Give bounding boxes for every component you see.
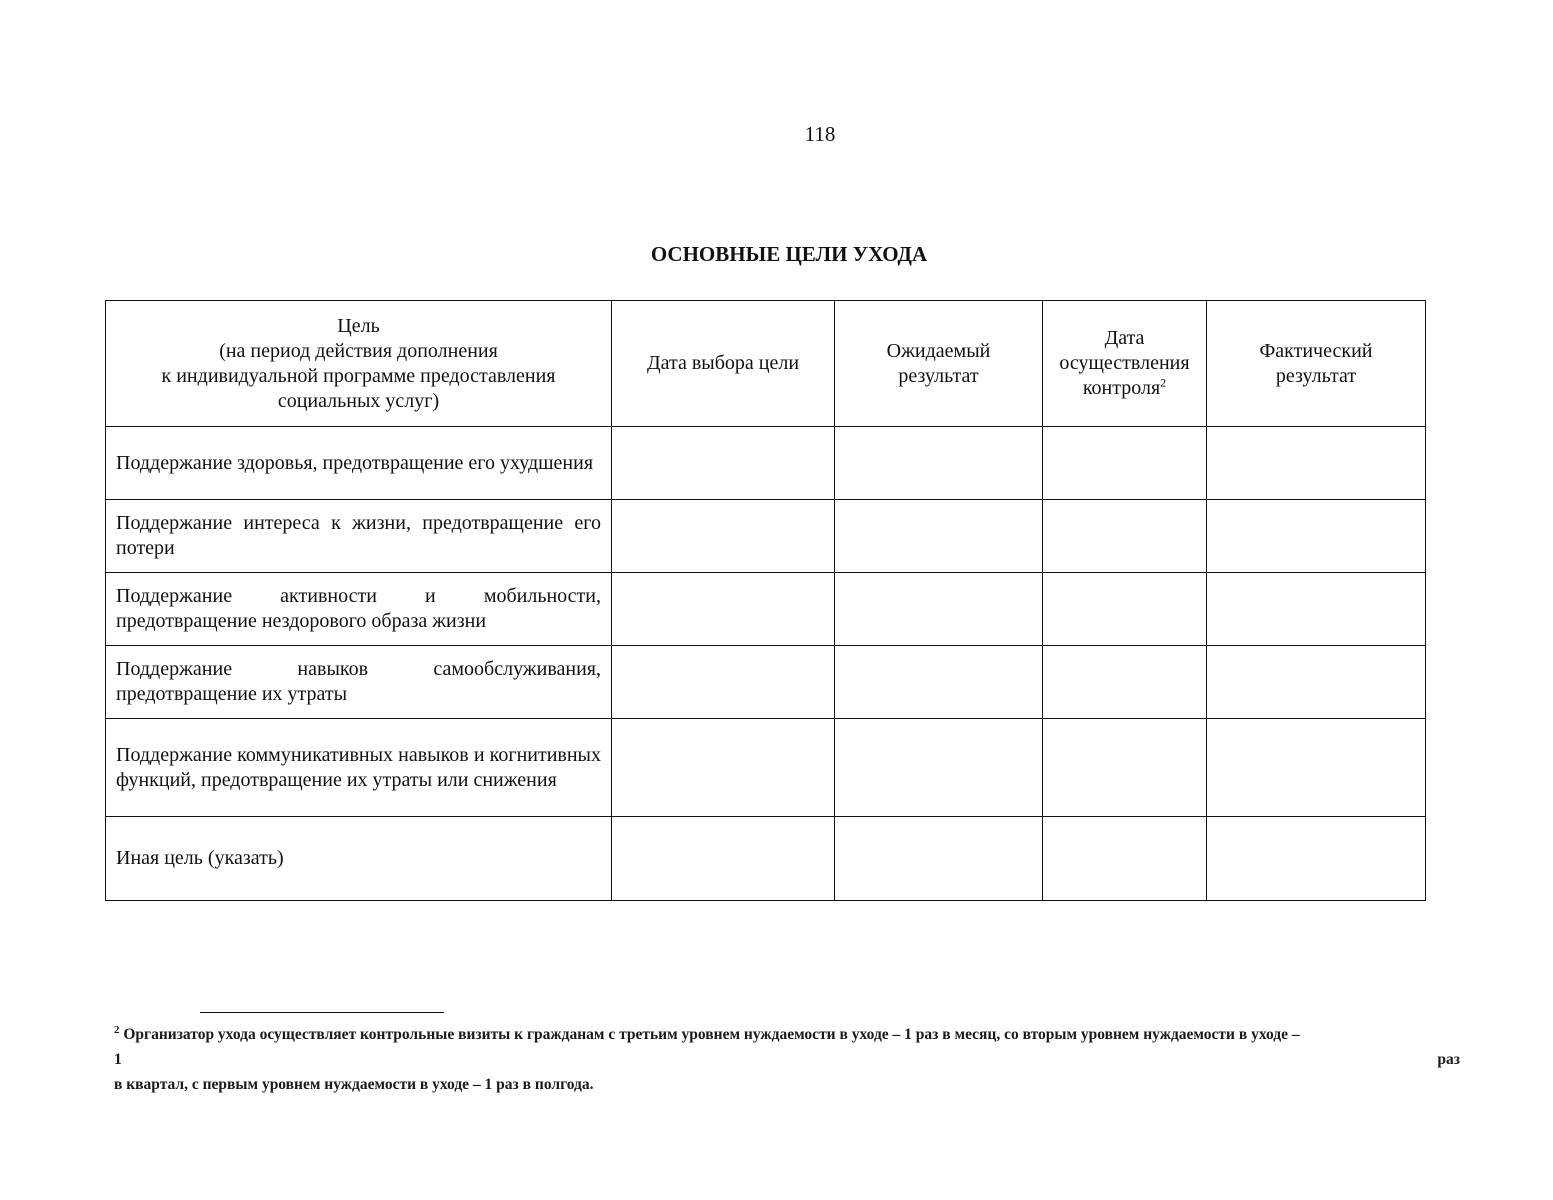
- table-row: [106, 719, 1426, 817]
- footnote-ref: 2: [1160, 375, 1167, 390]
- actual-result-cell[interactable]: [1207, 500, 1426, 573]
- goal-cell: Поддержание активности и мобильности, предотвращение нездорового образа жизни: [106, 573, 612, 646]
- actual-result-cell[interactable]: [1207, 427, 1426, 500]
- header-control-date: Дата осуществления контроля$^2$: [1043, 301, 1207, 427]
- expected-result-cell[interactable]: [835, 500, 1043, 573]
- footnote-marker: 2: [114, 1023, 120, 1036]
- goal-cell: Поддержание интереса к жизни, предотвращение его потери: [106, 500, 612, 573]
- table-row: [106, 817, 1426, 901]
- control-date-cell[interactable]: [1043, 817, 1207, 901]
- control-date-cell[interactable]: [1043, 427, 1207, 500]
- date-selected-cell[interactable]: [612, 427, 835, 500]
- expected-result-cell[interactable]: [835, 427, 1043, 500]
- header-date-selected: Дата выбора цели: [612, 301, 835, 427]
- footnote-line-1: Организатор ухода осуществляет контрольные визиты к гражданам с третьим уровнем нуждаемости в уходе – 1 раз в месяц, со вторым уровнем нуждаемости в уходе –: [123, 1026, 1300, 1043]
- header-expected-result: Ожидаемый результат: [835, 301, 1043, 427]
- expected-result-cell[interactable]: [835, 817, 1043, 901]
- actual-result-cell[interactable]: [1207, 719, 1426, 817]
- footnote: [114, 1022, 1460, 1097]
- goal-cell: Иная цель (указать): [106, 817, 612, 901]
- table-header-row: [106, 301, 1426, 427]
- table-row: [106, 427, 1426, 500]
- date-selected-cell[interactable]: [612, 719, 835, 817]
- footnote-separator: [200, 1012, 444, 1013]
- date-selected-cell[interactable]: [612, 817, 835, 901]
- table-row: [106, 573, 1426, 646]
- expected-result-cell[interactable]: [835, 646, 1043, 719]
- actual-result-cell[interactable]: [1207, 573, 1426, 646]
- footnote-line-2-right: раз: [1437, 1051, 1460, 1068]
- page-number: 118: [804, 122, 836, 146]
- control-date-cell[interactable]: [1043, 500, 1207, 573]
- goal-cell: Поддержание коммуникативных навыков и когнитивных функций, предотвращение их утраты или снижения: [106, 719, 612, 817]
- control-date-cell[interactable]: [1043, 646, 1207, 719]
- expected-result-cell[interactable]: [835, 719, 1043, 817]
- date-selected-cell[interactable]: [612, 500, 835, 573]
- date-selected-cell[interactable]: [612, 573, 835, 646]
- control-date-cell[interactable]: [1043, 573, 1207, 646]
- care-goals-table: [105, 300, 1426, 901]
- footnote-line-3: в квартал, с первым уровнем нуждаемости в уходе – 1 раз в полгода.: [114, 1076, 594, 1093]
- actual-result-cell[interactable]: [1207, 646, 1426, 719]
- expected-result-cell[interactable]: [835, 573, 1043, 646]
- control-date-cell[interactable]: [1043, 719, 1207, 817]
- actual-result-cell[interactable]: [1207, 817, 1426, 901]
- date-selected-cell[interactable]: [612, 646, 835, 719]
- header-goal: Цель (на период действия дополнения к индивидуальной программе предоставления социальных услуг): [106, 301, 612, 427]
- goal-cell: Поддержание здоровья, предотвращение его ухудшения: [106, 427, 612, 500]
- header-actual-result: Фактический результат: [1207, 301, 1426, 427]
- table-row: [106, 500, 1426, 573]
- goal-cell: Поддержание навыков самообслуживания, предотвращение их утраты: [106, 646, 612, 719]
- document-title: ОСНОВНЫЕ ЦЕЛИ УХОДА: [650, 242, 928, 266]
- footnote-line-2-left: 1: [114, 1051, 122, 1068]
- table-row: [106, 646, 1426, 719]
